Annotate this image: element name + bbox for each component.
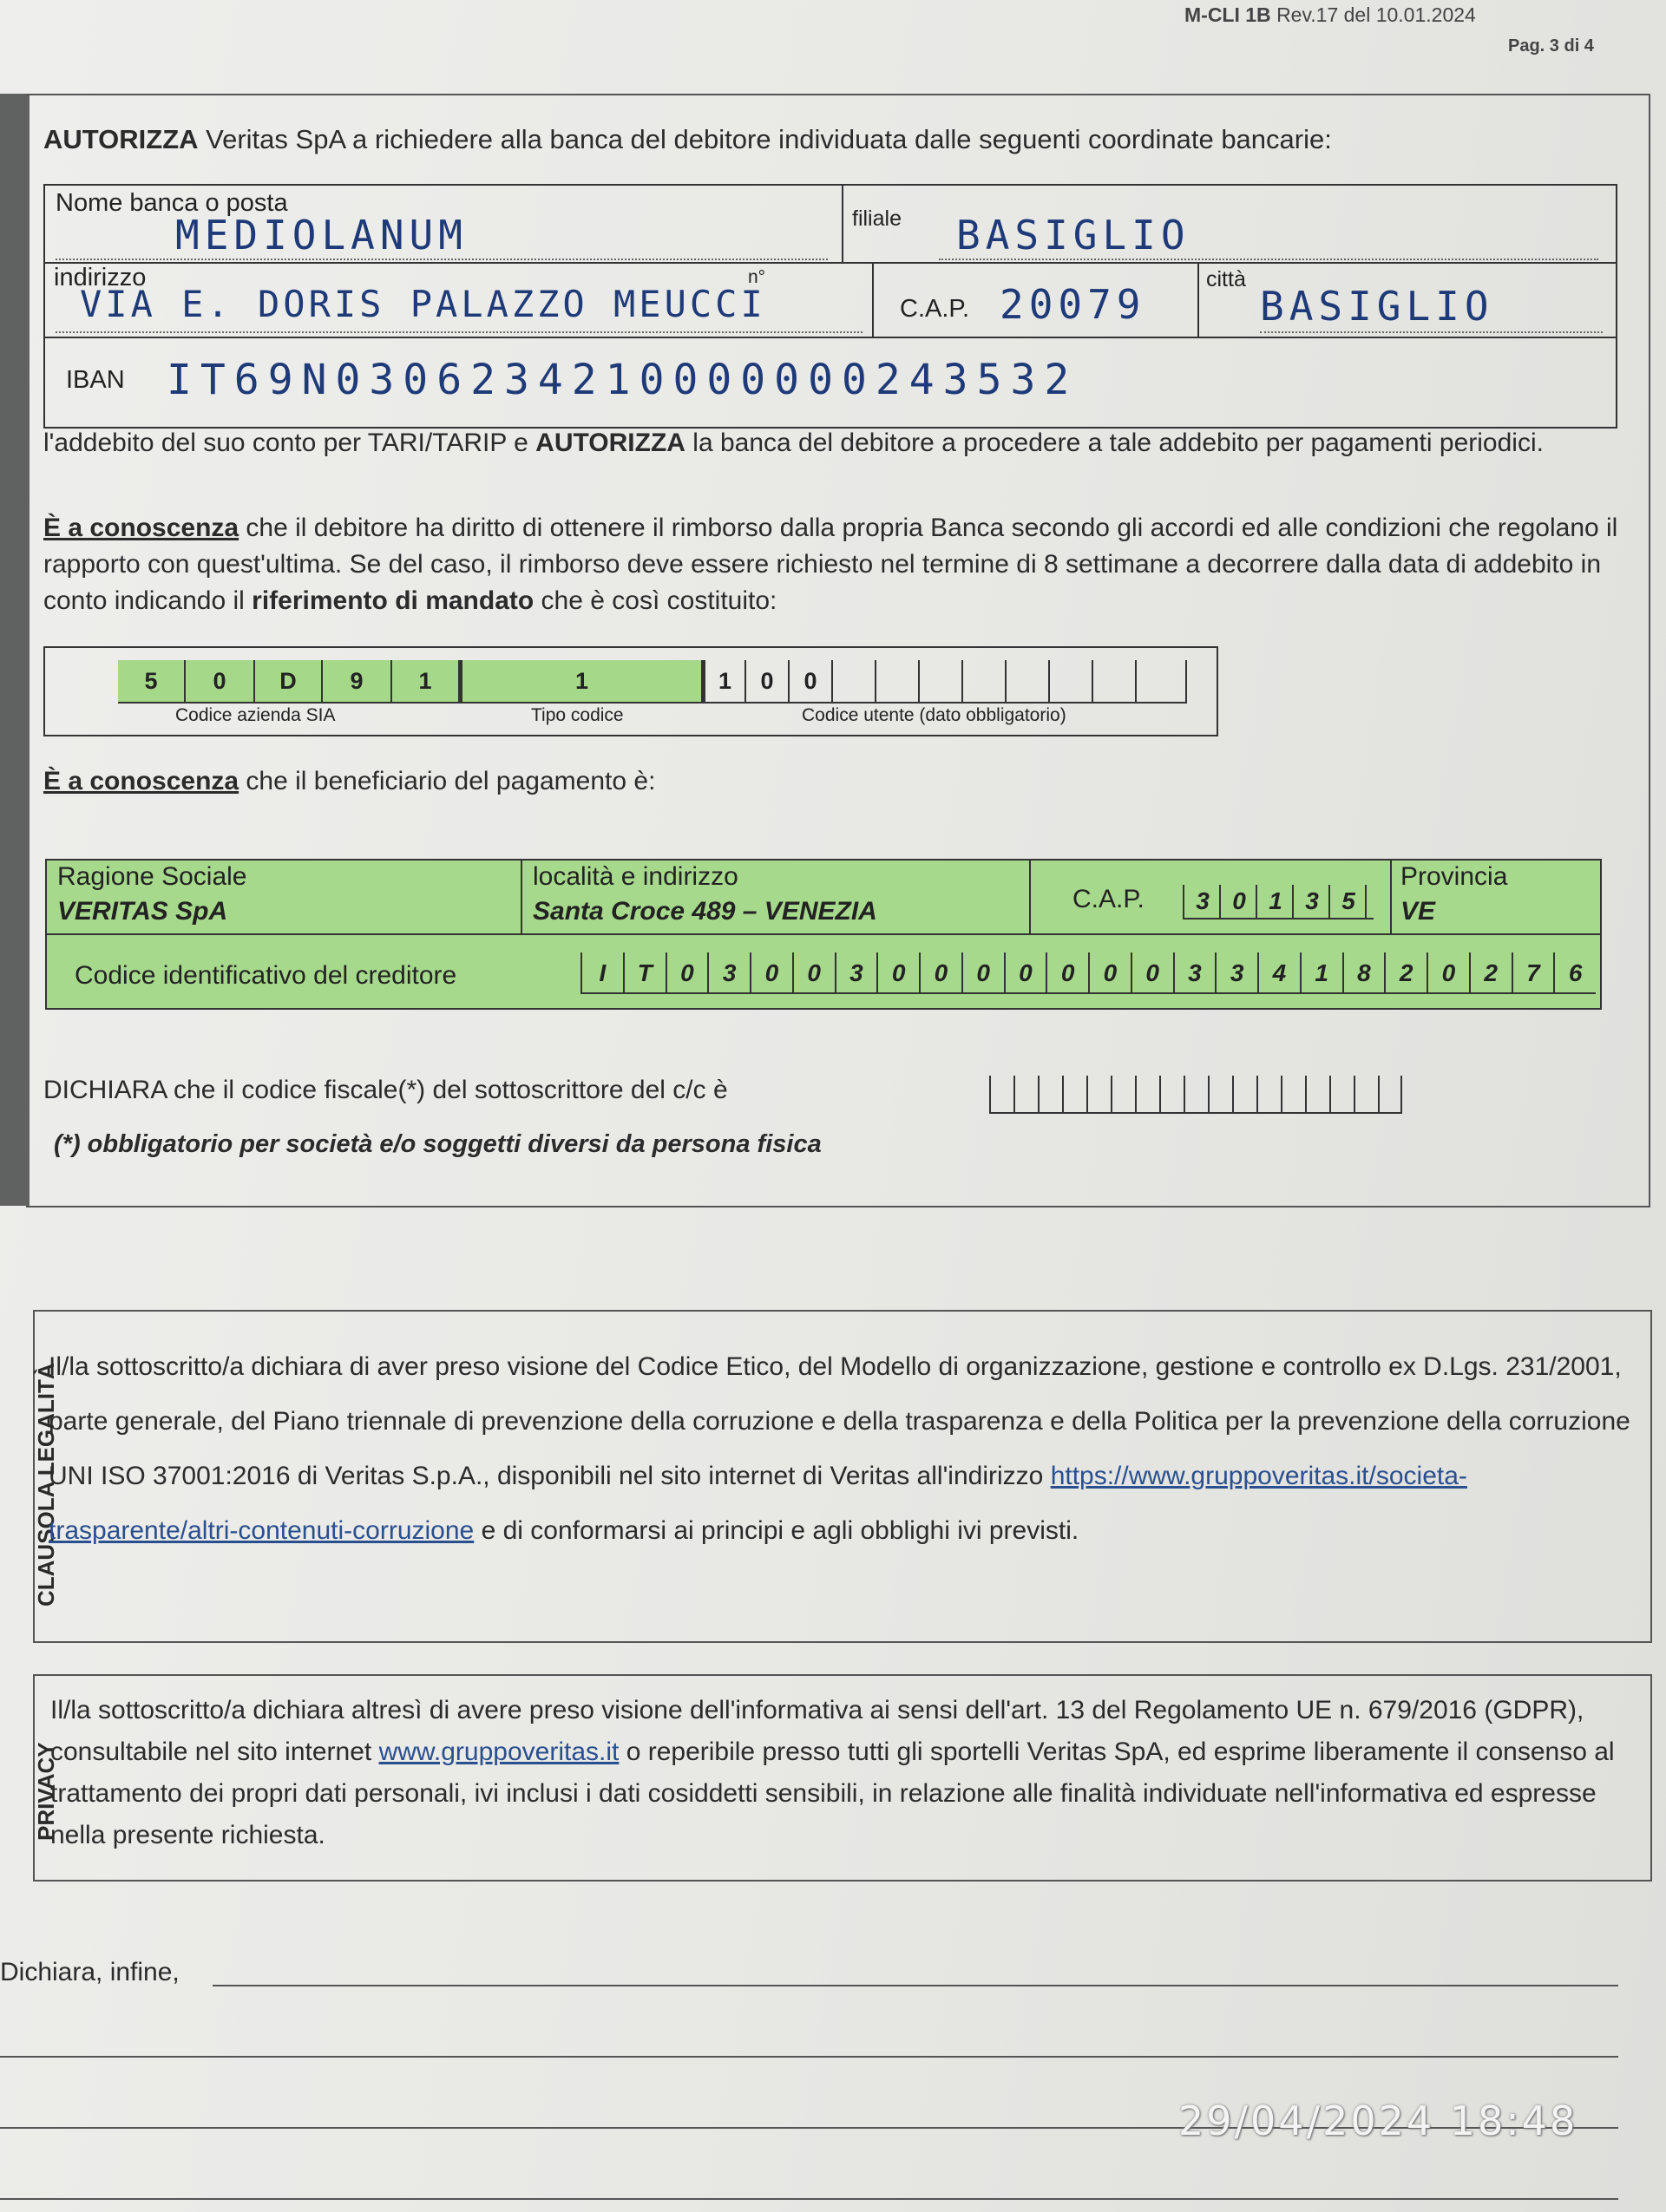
province-value: VE [1400, 897, 1436, 926]
tax-code-box [1013, 1076, 1038, 1112]
user-code-digit: 1 [703, 660, 746, 704]
cap-label: C.A.P. [900, 295, 970, 323]
creditor-id-digit: 0 [792, 952, 835, 994]
address-value: Santa Croce 489 – VENEZIA [533, 897, 877, 926]
tax-code-box [1305, 1076, 1329, 1112]
beneficiary-grid [45, 859, 1602, 1010]
user-code-empty [876, 660, 920, 704]
iban-label: IBAN [66, 366, 125, 394]
cap-label: C.A.P. [1072, 885, 1145, 913]
creditor-id-digit: 0 [1427, 952, 1469, 994]
final-declaration-line[interactable] [213, 1985, 1618, 1986]
creditor-id-digit: 2 [1469, 952, 1512, 994]
tax-code-box [1232, 1076, 1256, 1112]
tipo-codice-box: 1 [460, 660, 703, 704]
tax-code-box [1159, 1076, 1184, 1112]
cap-cell [874, 264, 1199, 338]
creditor-id-digit: 3 [835, 952, 877, 994]
creditor-id-digit: 0 [961, 952, 1004, 994]
tax-code-box [1184, 1076, 1208, 1112]
user-code-empty [1050, 660, 1093, 704]
address-cell [522, 861, 1031, 933]
mandate-reference-grid [43, 646, 1218, 736]
tax-code-box [1354, 1076, 1378, 1112]
city-cell [1199, 264, 1616, 338]
creditor-id-digit: 3 [1215, 952, 1257, 994]
authorization-intro: AUTORIZZA Veritas SpA a richiedere alla banca del debitore individuata dalle seguenti coordinate bancarie: [43, 124, 1332, 154]
creditor-id-digit: T [623, 952, 666, 994]
anticorruption-link[interactable]: https://www.gruppoveritas.it/societa-trasparente/altri-contenuti-corruzione [49, 1462, 1467, 1545]
mandate-sidebar-bar [0, 94, 30, 1206]
creditor-id-digit: 1 [1300, 952, 1342, 994]
privacy-text: Il/la sottoscritto/a dichiara altresì di avere preso visione dell'informativa ai sensi dell'art. 13 del Regolamento UE n. 679/2016 (GDPR), consultabile nel sito internet www.gruppoveritas.it o reperibile presso tutti gli sportelli Veritas SpA, ed esprime liberamente il consenso al trattamento dei propri dati personali, ivi inclusi i dati cosiddetti sensibili, in relazione alle finalità individuate nell'informativa ed espresse nella presente richiesta. [50, 1696, 1615, 1849]
sia-caption: Codice azienda SIA [175, 705, 336, 725]
tax-code-box [989, 1076, 1013, 1112]
creditor-id-digit: 2 [1384, 952, 1427, 994]
creditor-id-digit: 0 [1088, 952, 1131, 994]
creditor-id-digit: 4 [1257, 952, 1300, 994]
branch-label: filiale [852, 206, 902, 231]
creditor-id-digit: 7 [1512, 952, 1554, 994]
tax-code-boxes [989, 1076, 1402, 1114]
user-code-empty [1137, 660, 1187, 704]
city-value: BASIGLIO [1260, 283, 1494, 330]
photo-timestamp: 29/04/2024 18:48 [1178, 2097, 1578, 2144]
user-code-empty [1007, 660, 1050, 704]
creditor-id-digit: I [580, 952, 623, 994]
user-code-digit: 0 [790, 660, 833, 704]
tax-code-box [1256, 1076, 1281, 1112]
creditor-id-digit: 0 [1131, 952, 1173, 994]
bank-name-value: MEDIOLANUM [175, 212, 468, 259]
final-declaration-line[interactable] [0, 2198, 1618, 2200]
tax-code-box [1062, 1076, 1086, 1112]
creditor-id-digit: 0 [666, 952, 708, 994]
page-number: Pag. 3 di 4 [1508, 36, 1594, 56]
creditor-id-digit: 3 [707, 952, 750, 994]
city-label: città [1206, 267, 1246, 291]
tax-code-box [1086, 1076, 1111, 1112]
tax-code-box [1329, 1076, 1354, 1112]
form-code: M-CLI 1B Rev.17 del 10.01.2024 [1184, 3, 1476, 26]
bank-details-grid [43, 184, 1617, 429]
tax-code-box [1208, 1076, 1232, 1112]
cap-digits [1183, 880, 1374, 919]
tax-code-box [1135, 1076, 1159, 1112]
company-name-label: Ragione Sociale [57, 862, 247, 891]
branch-cell [843, 186, 1616, 264]
branch-value: BASIGLIO [956, 212, 1190, 259]
privacy-section [33, 1674, 1652, 1882]
cap-digit: 5 [1328, 885, 1367, 918]
legality-clause-label: CLAUSOLA LEGALITÀ [33, 1363, 59, 1607]
address-label: indirizzo [54, 264, 147, 291]
iban-value: IT69N0306234210000000243532 [167, 356, 1079, 404]
sia-digit: 5 [118, 660, 186, 704]
sia-digit: 9 [323, 660, 392, 704]
tax-code-note: (*) obbligatorio per società e/o soggetti diversi da persona fisica [54, 1130, 822, 1158]
creditor-id-digit: 0 [876, 952, 919, 994]
cap-digit: 3 [1183, 885, 1221, 918]
user-code-empty [1093, 660, 1137, 704]
user-code-empty [833, 660, 876, 704]
address-value: VIA E. DORIS PALAZZO MEUCCI [80, 283, 766, 325]
privacy-label: PRIVACY [33, 1742, 59, 1841]
cap-digit: 1 [1256, 885, 1294, 918]
user-code-digit: 0 [746, 660, 790, 704]
cap-cell [1031, 861, 1392, 933]
creditor-id-digit: 6 [1553, 952, 1596, 994]
final-declaration-line[interactable] [0, 2056, 1618, 2058]
legality-clause-section [33, 1310, 1652, 1643]
user-code-empty [920, 660, 963, 704]
province-label: Provincia [1400, 862, 1508, 891]
creditor-id-digits [580, 952, 1600, 996]
cap-digit: 0 [1219, 885, 1257, 918]
creditor-id-digit: 0 [919, 952, 961, 994]
bank-name-label: Nome banca o posta [56, 189, 288, 217]
cap-digit: 3 [1292, 885, 1330, 918]
tax-code-declaration: DICHIARA che il codice fiscale(*) del sottoscrittore del c/c è [43, 1076, 728, 1104]
creditor-id-digit: 3 [1173, 952, 1216, 994]
creditor-id-digit: 8 [1342, 952, 1385, 994]
bank-name-cell [45, 186, 843, 264]
debit-authorization-text: l'addebito del suo conto per TARI/TARIP e AUTORIZZA la banca del debitore a procedere a tale addebito per pagamenti periodici. [43, 429, 1544, 457]
address-label: località e indirizzo [533, 862, 738, 891]
creditor-id-digit: 0 [1004, 952, 1046, 994]
iban-cell [45, 338, 1616, 425]
company-name-cell [47, 861, 522, 933]
address-number-label: n° [748, 267, 766, 287]
beneficiary-intro-text: È a conoscenza che il beneficiario del pagamento è: [43, 767, 656, 795]
sia-digit: 0 [186, 660, 255, 704]
company-name-value: VERITAS SpA [57, 897, 228, 926]
cap-value: 20079 [1000, 281, 1146, 328]
creditor-id-label: Codice identificativo del creditore [75, 961, 457, 990]
sia-digit: 1 [392, 660, 460, 704]
creditor-id-digit: 0 [1046, 952, 1088, 994]
tax-code-box [1281, 1076, 1305, 1112]
address-cell [45, 264, 874, 338]
user-code-caption: Codice utente (dato obbligatorio) [802, 705, 1066, 725]
creditor-id-digit: 0 [750, 952, 792, 994]
tipo-caption: Tipo codice [531, 705, 624, 725]
tax-code-box [1038, 1076, 1062, 1112]
refund-rights-text: È a conoscenza che il debitore ha diritto di ottenere il rimborso dalla propria Banca secondo gli accordi ed alle condizioni che regolano il rapporto con quest'ultima. Se del caso, il rimborso deve essere richiesto nel termine di 8 settimane a decorrere dalla data di addebito in conto indicando il riferimento di mandato che è così costituito: [43, 514, 1618, 615]
tax-code-box [1111, 1076, 1135, 1112]
sia-digit: D [255, 660, 323, 704]
legality-clause-text: Il/la sottoscritto/a dichiara di aver preso visione del Codice Etico, del Modello di organizzazione, gestione e controllo ex D.Lgs. 231/2001, parte generale, del Piano triennale di prevenzione della corruzione e della trasparenza e della Politica per la prevenzione della corruzione UNI ISO 37001:2016 di Veritas S.p.A., disponibili nel sito internet di Veritas all'indirizzo https://www.gruppoveritas.it/societa-trasparente/altri-contenuti-corruzione e di conformarsi ai principi e agli obblighi ivi previsti. [49, 1352, 1630, 1545]
province-cell [1392, 861, 1600, 933]
user-code-empty [963, 660, 1007, 704]
final-declaration-label: Dichiara, infine, [0, 1958, 180, 1986]
privacy-website-link[interactable]: www.gruppoveritas.it [378, 1738, 620, 1766]
tax-code-box [1378, 1076, 1402, 1112]
